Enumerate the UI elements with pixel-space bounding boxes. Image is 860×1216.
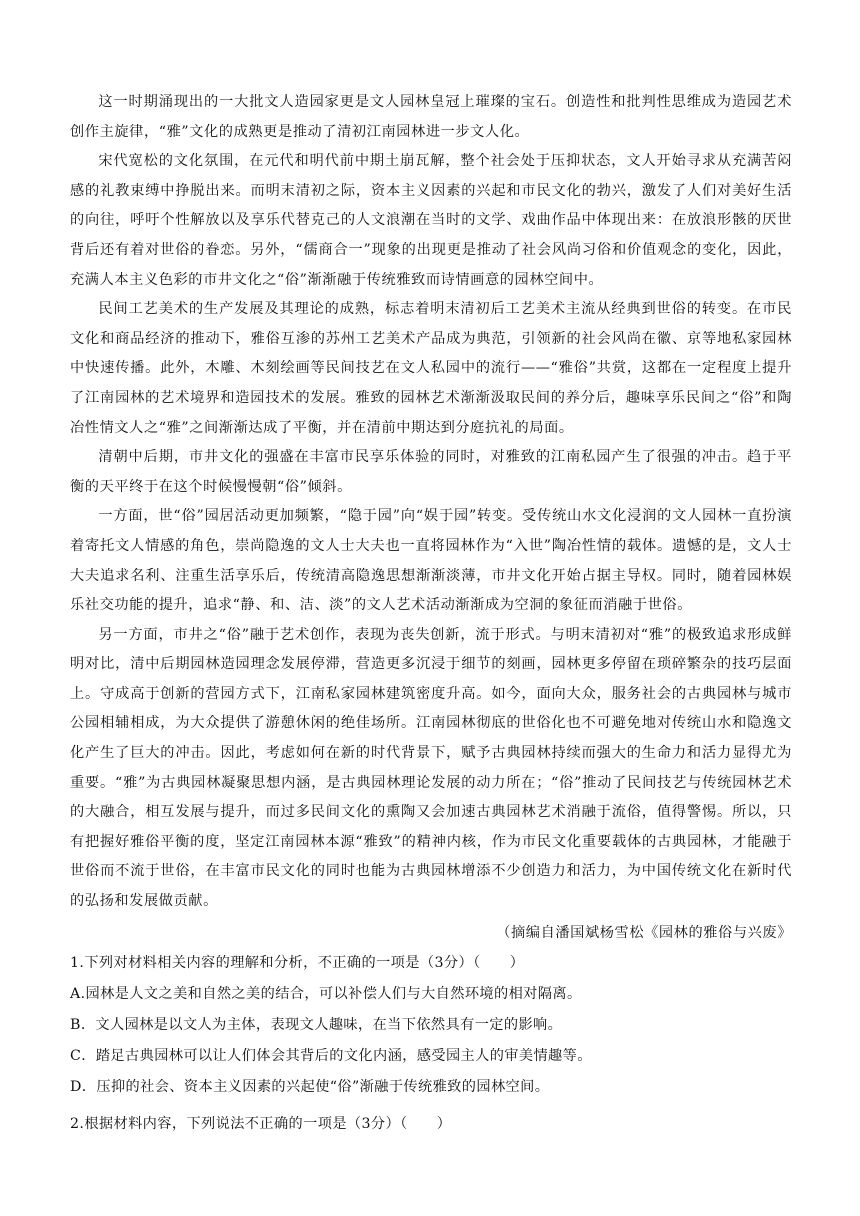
exam-page	[70, 88, 792, 1140]
reading-article	[70, 88, 792, 948]
article-paragraph-6: 另一方面，市井之“俗”融于艺术创作，表现为丧失创新，流于形式。与明末清初对“雅”的极致追求形成鲜明对比，清中后期园林造园理念发展停滞，营造更多沉浸于细节的刻画，园林更多停留在琐碎繁杂的技巧层面上。守成高于创新的营园方式下，江南私家园林建筑密度升高。如今，面向大众，服务社会的古典园林与城市公园相辅相成，为大众提供了游憩休闲的绝佳场所。江南园林彻底的世俗化也不可避免地对传统山水和隐逸文化产生了巨大的冲击。因此，考虑如何在新的时代背景下，赋予古典园林持续而强大的生命力和活力显得尤为重要。“雅”为古典园林凝聚思想内涵，是古典园林理论发展的动力所在；“俗”推动了民间技艺与传统园林艺术的大融合，相互发展与提升，而过多民间文化的熏陶又会加速古典园林艺术消融于流俗，值得警惕。所以，只有把握好雅俗平衡的度，坚定江南园林本源“雅致”的精神内核，作为市民文化重要载体的古典园林，才能融于世俗而不流于世俗，在丰富市民文化的同时也能为古典园林增添不少创造力和活力，为中国传统文化在新时代的弘扬和发展做贡献。	[70, 626, 792, 910]
article-paragraph-5: 一方面，世“俗”园居活动更加频繁，“隐于园”向“娱于园”转变。受传统山水文化浸润的文人园林一直扮演着寄托文人情感的角色，崇尚隐逸的文人士大夫也一直将园林作为“入世”陶冶性情的载体。遗憾的是，文人士大夫追求名利、注重生活享乐后，传统清高隐逸思想渐渐淡薄，市井文化开始占据主导权。同时，随着园林娱乐社交功能的提升，追求“静、和、洁、淡”的文人艺术活动渐渐成为空洞的象征而消融于世俗。	[70, 508, 792, 614]
question-1-option-b: B．文人园林是以文人为主体，表现文人趣味，在当下依然具有一定的影响。	[70, 1017, 563, 1034]
question-1-stem: 1.下列对材料相关内容的理解和分析，不正确的一项是（3分）（ ）	[70, 955, 525, 972]
article-paragraph-3: 民间工艺美术的生产发展及其理论的成熟，标志着明末清初后工艺美术主流从经典到世俗的转变。在市民文化和商品经济的推动下，雅俗互渗的苏州工艺美术产品成为典范，引领新的社会风尚在徽、京等地私家园林中快速传播。此外，木雕、木刻绘画等民间技艺在文人私园中的流行——“雅俗”共赏，这都在一定程度上提升了江南园林的艺术境界和造园技术的发展。雅致的园林艺术渐渐汲取民间的养分后，趣味享乐民间之“俗”和陶冶性情文人之“雅”之间渐渐达成了平衡，并在清前中期达到分庭抗礼的局面。	[70, 301, 792, 436]
article-paragraph-4: 清朝中后期，市井文化的强盛在丰富市民享乐体验的同时，对雅致的江南私园产生了很强的冲击。趋于平衡的天平终于在这个时候慢慢朝“俗”倾斜。	[70, 449, 792, 495]
article-paragraph-1: 这一时期涌现出的一大批文人造园家更是文人园林皇冠上璀璨的宝石。创造性和批判性思维成为造园艺术创作主旋律，“雅”文化的成熟更是推动了清初江南园林进一步文人化。	[70, 94, 792, 140]
question-1-option-a: A.园林是人文之美和自然之美的结合，可以补偿人们与大自然环境的相对隔离。	[70, 986, 582, 1003]
question-2	[70, 1109, 792, 1140]
question-1-option-c: C．踏足古典园林可以让人们体会其背后的文化内涵，感受园主人的审美情趣等。	[70, 1048, 592, 1065]
article-source: （摘编自潘国斌杨雪松《园林的雅俗与兴废》	[496, 924, 792, 941]
question-2-stem: 2.根据材料内容，下列说法不正确的一项是（3分）（ ）	[70, 1116, 452, 1133]
article-paragraph-2: 宋代宽松的文化氛围，在元代和明代前中期土崩瓦解，整个社会处于压抑状态，文人开始寻求从充满苦闷感的礼教束缚中挣脱出来。而明末清初之际，资本主义因素的兴起和市民文化的勃兴，激发了人们对美好生活的向往，呼吁个性解放以及享乐代替克己的人文浪潮在当时的文学、戏曲作品中体现出来：在放浪形骸的厌世背后还有着对世俗的眷恋。另外，“儒商合一”现象的出现更是推动了社会风尚习俗和价值观念的变化，因此，充满人本主义色彩的市井文化之“俗”渐渐融于传统雅致而诗情画意的园林空间中。	[70, 153, 792, 288]
question-1	[70, 948, 792, 1103]
question-1-option-d: D．压抑的社会、资本主义因素的兴起使“俗”渐融于传统雅致的园林空间。	[70, 1079, 550, 1096]
